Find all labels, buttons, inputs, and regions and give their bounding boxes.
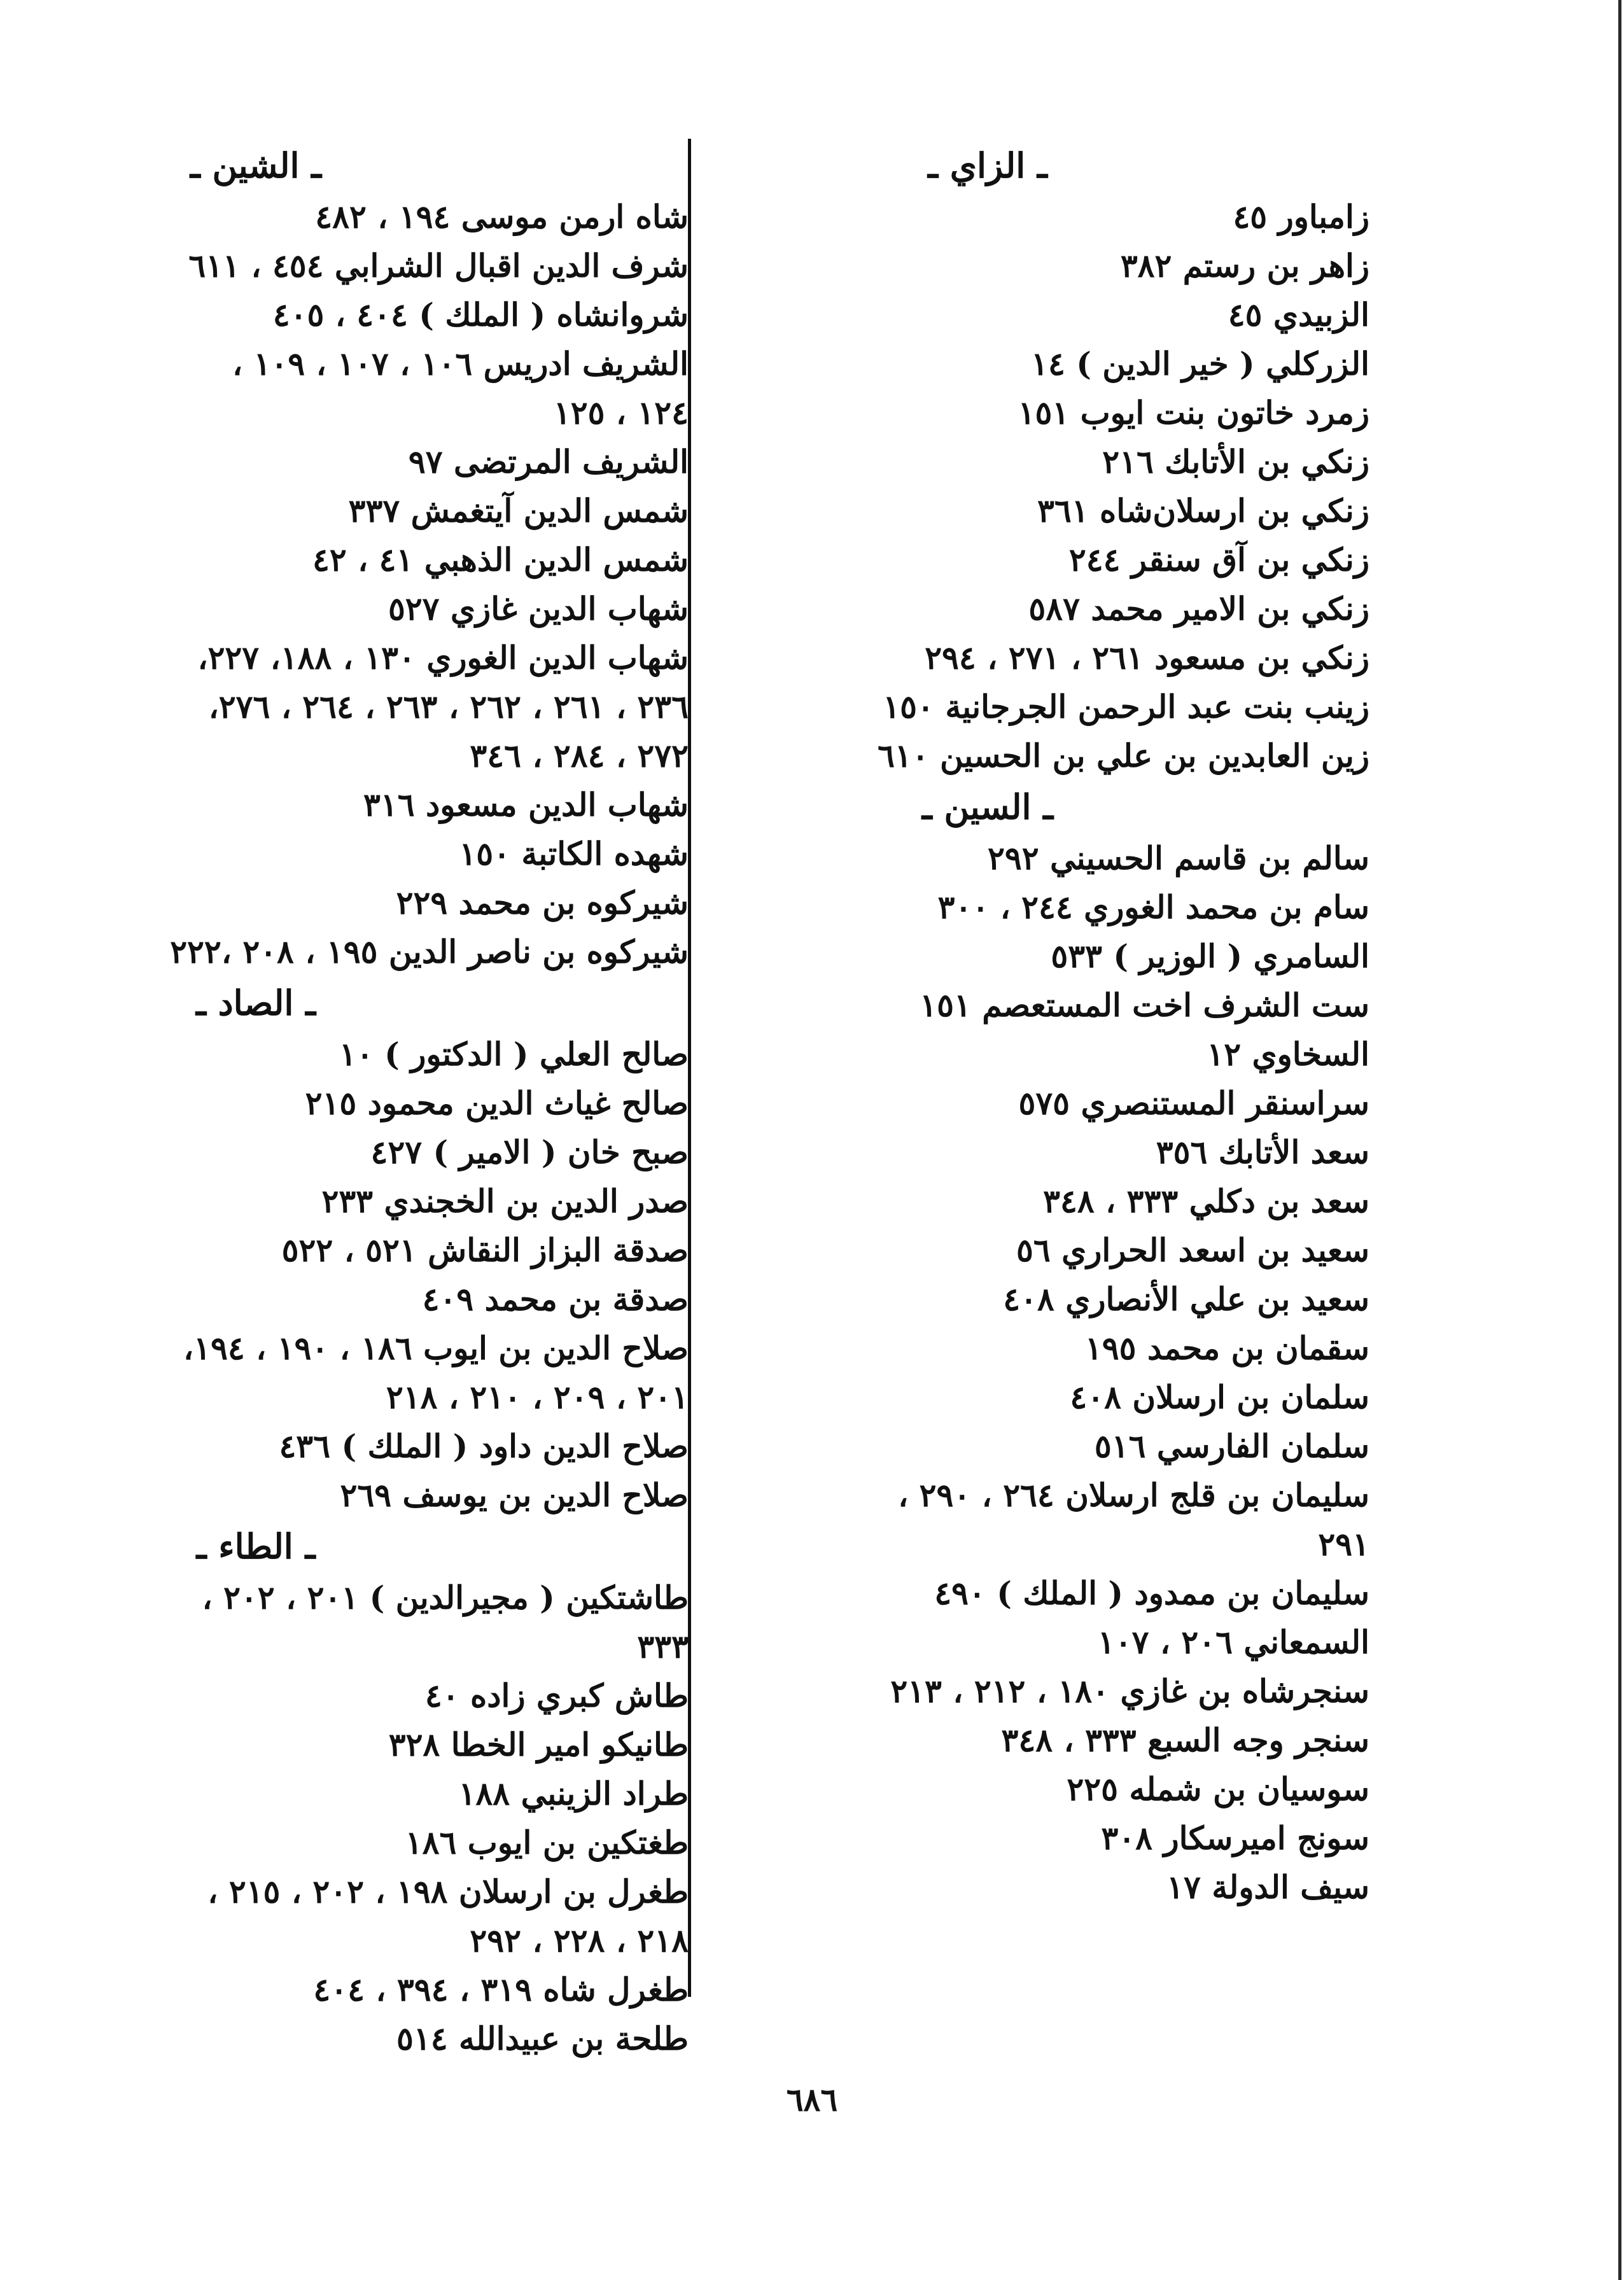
index-entry: سليمان بن ممدود ( الملك ) ٤٩٠: [934, 1574, 1369, 1612]
index-entry: طاشتكين ( مجيرالدين ) ٢٠١ ، ٢٠٢ ،: [202, 1579, 689, 1616]
section-heading: ـ الزاي ـ: [928, 145, 1047, 186]
index-entry: صدقة بن محمد ٤٠٩: [422, 1280, 689, 1318]
index-entry: صالح غياث الدين محمود ٢١٥: [305, 1084, 689, 1122]
index-entry: زنكي بن ارسلان‌شاه ٣٦١: [1037, 492, 1369, 529]
index-entry: ست الشرف اخت المستعصم ١٥١: [920, 986, 1369, 1024]
index-entry: طانيكو امير الخطا ٣٢٨: [388, 1726, 689, 1763]
section-heading: ـ السين ـ: [921, 787, 1054, 827]
index-entry-continuation: ٢٠١ ، ٢٠٩ ، ٢١٠ ، ٢١٨: [386, 1378, 689, 1416]
index-entry-continuation: ١٢٤ ، ١٢٥: [553, 394, 689, 431]
index-entry: سعد الأتابك ٣٥٦: [1156, 1133, 1369, 1171]
index-entry: شهاب الدين الغوري ١٣٠ ، ١٨٨، ٢٢٧،: [197, 639, 689, 676]
index-entry-continuation: ٣٣٣: [637, 1628, 689, 1665]
index-entry: طغتكين بن ايوب ١٨٦: [405, 1824, 689, 1861]
page-number: ٦٨٦: [786, 2081, 838, 2118]
index-entry: شهاب الدين مسعود ٣١٦: [363, 786, 689, 823]
index-entry: زين العابدين بن علي بن الحسين ٦١٠: [878, 737, 1369, 774]
index-entry: السخاوي ١٢: [1207, 1035, 1369, 1073]
index-entry: سوسيان بن شمله ٢٢٥: [1067, 1770, 1369, 1808]
index-entry: شهاب الدين غازي ٥٢٧: [388, 590, 689, 627]
index-entry: سعيد بن علي الأنصاري ٤٠٨: [1003, 1280, 1369, 1318]
index-entry: شهده الكاتبة ١٥٠: [459, 835, 689, 872]
left-column: [0, 139, 689, 2063]
index-entry: طراد الزينبي ١٨٨: [458, 1775, 689, 1812]
index-entry: شرف الدين اقبال الشرابي ٤٥٤ ، ٦١١: [188, 247, 689, 284]
index-entry: سلمان الفارسي ٥١٦: [1094, 1427, 1369, 1465]
index-entry: سام بن محمد الغوري ٢٤٤ ، ٣٠٠: [937, 888, 1369, 926]
index-entry: السامري ( الوزير ) ٥٣٣: [1051, 937, 1369, 975]
index-entry: شيركوه بن محمد ٢٢٩: [396, 884, 689, 921]
index-entry: زامباور ٤٥: [1233, 198, 1369, 235]
index-entry: شروانشاه ( الملك ) ٤٠٤ ، ٤٠٥: [272, 296, 689, 333]
index-entry: شاه ارمن موسى ١٩٤ ، ٤٨٢: [315, 198, 689, 235]
index-entry: الزبيدي ٤٥: [1228, 296, 1369, 333]
index-entry: طاش كبري زاده ٤٠: [424, 1677, 689, 1714]
index-entry: طلحة بن عبيدالله ٥١٤: [396, 2020, 689, 2057]
index-entry: زنكي بن الأتابك ٢١٦: [1102, 443, 1369, 480]
index-entry: سليمان بن قلج ارسلان ٢٦٤ ، ٢٩٠ ،: [898, 1476, 1369, 1514]
index-entry: الزركلي ( خير الدين ) ١٤: [1031, 345, 1369, 382]
index-entry: شيركوه بن ناصر الدين ١٩٥ ، ٢٠٨ ،٢٢٢: [170, 933, 689, 970]
index-entry: زاهر بن رستم ٣٨٢: [1120, 247, 1369, 284]
index-entry: الشريف المرتضى ٩٧: [408, 443, 689, 480]
index-entry: سونج اميرسكار ٣٠٨: [1101, 1819, 1369, 1857]
page-edge-line: [1618, 0, 1621, 2280]
index-entry: سراسنقر المستنصري ٥٧٥: [1018, 1084, 1369, 1122]
index-entry: صبح خان ( الامير ) ٤٢٧: [370, 1133, 689, 1171]
index-entry: زنكي بن آق سنقر ٢٤٤: [1068, 541, 1369, 578]
index-entry: الشريف ادريس ١٠٦ ، ١٠٧ ، ١٠٩ ،: [232, 345, 689, 382]
index-entry: زنكي بن مسعود ٢٦١ ، ٢٧١ ، ٢٩٤: [925, 639, 1369, 676]
index-entry-continuation: ٢٩١: [1318, 1525, 1369, 1563]
index-entry: شمس الدين الذهبي ٤١ ، ٤٢: [312, 541, 689, 578]
index-entry: صلاح الدين داود ( الملك ) ٤٣٦: [279, 1427, 689, 1465]
index-entry: طغرل بن ارسلان ١٩٨ ، ٢٠٢ ، ٢١٥ ،: [207, 1873, 689, 1910]
index-entry: صلاح الدين بن ايوب ١٨٦ ، ١٩٠ ، ١٩٤،: [183, 1329, 689, 1367]
index-entry: صالح العلي ( الدكتور ) ١٠: [339, 1035, 689, 1073]
index-entry: صدر الدين بن الخجندي ٢٣٣: [321, 1182, 689, 1220]
section-heading: ـ الطاء ـ: [196, 1526, 316, 1567]
index-entry: سنجر وجه السبع ٣٣٣ ، ٣٤٨: [1001, 1721, 1369, 1759]
index-entry: صدقة البزاز النقاش ٥٢١ ، ٥٢٢: [281, 1231, 689, 1269]
index-entry: السمعاني ٢٠٦ ، ١٠٧: [1097, 1623, 1369, 1661]
index-entry: طغرل شاه ٣١٩ ، ٣٩٤ ، ٤٠٤: [313, 1971, 689, 2008]
index-entry: زينب بنت عبد الرحمن الجرجانية ١٥٠: [883, 688, 1369, 725]
index-entry: سالم بن قاسم الحسيني ٢٩٢: [988, 839, 1369, 877]
section-heading: ـ الشين ـ: [190, 145, 322, 186]
index-entry: سقمان بن محمد ١٩٥: [1084, 1329, 1369, 1367]
index-entry: سعيد بن اسعد الحراري ٥٦: [1016, 1231, 1369, 1269]
index-entry-continuation: ٢١٨ ، ٢٢٨ ، ٢٩٢: [470, 1922, 689, 1959]
section-heading: ـ الصاد ـ: [195, 983, 316, 1023]
index-entry: شمس الدين آيتغمش ٣٣٧: [348, 492, 689, 529]
index-entry: سعد بن دكلي ٣٣٣ ، ٣٤٨: [1043, 1182, 1369, 1220]
index-entry-continuation: ٢٧٢ ، ٢٨٤ ، ٣٤٦: [470, 737, 689, 774]
index-entry: زنكي بن الامير محمد ٥٨٧: [1028, 590, 1369, 627]
index-entry-continuation: ٢٣٦ ، ٢٦١ ، ٢٦٢ ، ٢٦٣ ، ٢٦٤ ، ٢٧٦،: [208, 688, 689, 725]
index-entry: سيف الدولة ١٧: [1166, 1868, 1369, 1906]
index-entry: صلاح الدين بن يوسف ٢٦٩: [340, 1476, 689, 1514]
index-entry: زمرد خاتون بنت ايوب ١٥١: [1018, 394, 1369, 431]
index-entry: سنجرشاه بن غازي ١٨٠ ، ٢١٢ ، ٢١٣: [890, 1672, 1369, 1710]
index-entry: سلمان بن ارسلان ٤٠٨: [1070, 1378, 1369, 1416]
